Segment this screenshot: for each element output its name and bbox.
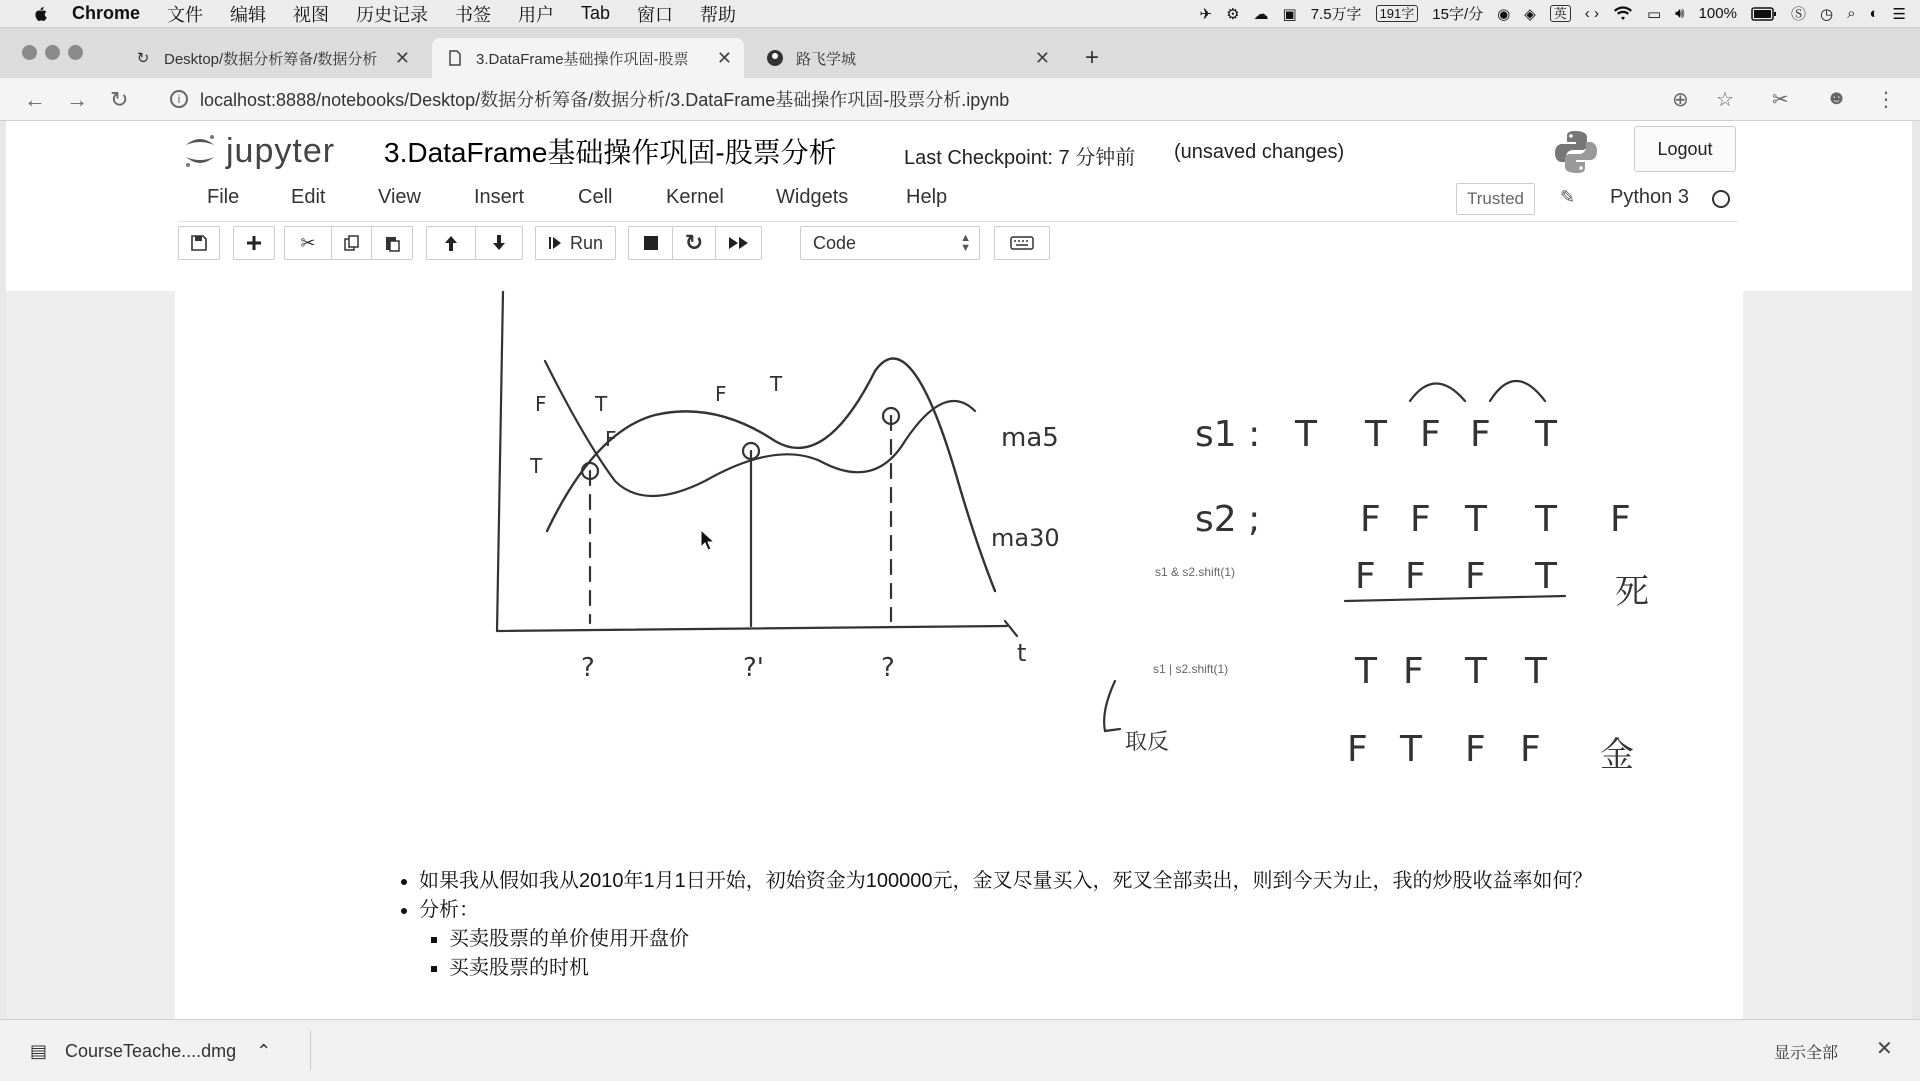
- chart-tf-4: T: [770, 372, 783, 396]
- tab-label: 3.DataFrame基础操作巩固-股票: [476, 50, 689, 68]
- file-icon: ▤: [30, 1040, 48, 1061]
- s1-value-3: F: [1420, 414, 1441, 455]
- menu-view[interactable]: 视图: [293, 4, 330, 25]
- plus-icon: [246, 235, 262, 251]
- save-icon: [190, 234, 208, 252]
- inv-value-1: F: [1347, 729, 1368, 770]
- tab-label: 路飞学城: [796, 50, 857, 68]
- download-filename: CourseTeache....dmg: [65, 1040, 237, 1061]
- apple-icon[interactable]: [30, 4, 50, 24]
- run-icon: [548, 235, 562, 251]
- search-icon[interactable]: ⌕: [1847, 5, 1856, 22]
- handwritten-diagram: [175, 291, 1743, 851]
- menu-edit[interactable]: 编辑: [230, 4, 267, 25]
- jmenu-widgets[interactable]: Widgets: [776, 186, 849, 208]
- jmenu-view[interactable]: View: [378, 186, 421, 208]
- url-bar[interactable]: [170, 82, 1650, 116]
- underline-dead: [1345, 596, 1565, 601]
- zoom-window-button[interactable]: [68, 45, 83, 60]
- question-mark-2: ?': [743, 653, 764, 683]
- battery-icon[interactable]: [1751, 7, 1777, 21]
- or-value-3: T: [1465, 651, 1487, 692]
- code-icon[interactable]: ‹ ›: [1584, 5, 1599, 22]
- info-icon[interactable]: i: [170, 90, 188, 108]
- chart-tf-5: F: [535, 392, 547, 416]
- address-bar: [0, 78, 1920, 121]
- fast-forward-icon: [728, 235, 750, 251]
- download-item[interactable]: [30, 1034, 271, 1068]
- wifi-icon[interactable]: [1613, 6, 1633, 22]
- menu-help[interactable]: 帮助: [700, 4, 737, 25]
- s1-value-5: T: [1535, 414, 1557, 455]
- battery-percent: 100%: [1698, 5, 1737, 22]
- save-button[interactable]: [178, 226, 220, 260]
- paste-icon: [383, 234, 401, 252]
- notebook-title[interactable]: 3.DataFrame基础操作巩固-股票分析: [384, 137, 837, 168]
- volume-icon[interactable]: 🔊︎: [1675, 5, 1685, 22]
- move-down-button[interactable]: [475, 226, 523, 260]
- menu-file[interactable]: 文件: [167, 4, 204, 25]
- interrupt-button[interactable]: [628, 226, 673, 260]
- ime-indicator[interactable]: 英: [1550, 5, 1571, 22]
- profile-icon[interactable]: ☻: [1826, 87, 1848, 109]
- dead-cross-note: 死: [1615, 572, 1649, 612]
- paste-button[interactable]: [371, 226, 413, 260]
- notebook-toolbar: [178, 221, 1738, 267]
- screen-icon[interactable]: ▣: [1282, 5, 1297, 23]
- select-arrows-icon: ▲ ▼: [960, 232, 971, 254]
- arrow-down-icon: [491, 234, 507, 252]
- trusted-badge[interactable]: Trusted: [1456, 183, 1535, 215]
- clock-icon[interactable]: ◷: [1819, 5, 1834, 23]
- back-icon[interactable]: ←: [24, 87, 46, 112]
- and-value-3: F: [1465, 556, 1486, 597]
- s2-value-2: F: [1410, 499, 1431, 540]
- menu-history[interactable]: 历史记录: [356, 4, 429, 25]
- copy-button[interactable]: [331, 226, 372, 260]
- axis-arrow-tick: [1005, 621, 1017, 636]
- chart-tf-6: T: [595, 392, 608, 416]
- cell-type-select[interactable]: [800, 226, 980, 260]
- or-value-1: T: [1355, 651, 1377, 692]
- inv-value-3: F: [1465, 729, 1486, 770]
- menu-people[interactable]: 用户: [518, 4, 555, 25]
- row-s2-label: s2 ;: [1195, 499, 1261, 540]
- close-download-bar-button[interactable]: ✕: [1876, 1038, 1893, 1060]
- macos-menu-bar: [0, 0, 1920, 28]
- and-value-4: T: [1535, 556, 1557, 597]
- restart-button[interactable]: [672, 226, 716, 260]
- jupyter-logo-text: jupyter: [226, 131, 336, 170]
- ma30-label: ma30: [991, 524, 1060, 552]
- chart-tf-1: T: [530, 454, 543, 478]
- x-axis: [497, 626, 1007, 631]
- kernel-name[interactable]: Python 3: [1610, 186, 1689, 208]
- chart-tf-3: F: [715, 382, 727, 406]
- pencil-icon[interactable]: ✎: [1560, 187, 1576, 207]
- or-value-4: T: [1525, 651, 1547, 692]
- invert-note: 取反: [1125, 730, 1170, 755]
- inv-value-2: T: [1400, 729, 1422, 770]
- status-area: [1185, 0, 1906, 27]
- s2-value-1: F: [1360, 499, 1381, 540]
- s2-value-4: T: [1535, 499, 1557, 540]
- arrow-curve-2: [1490, 381, 1545, 401]
- run-label: Run: [569, 232, 604, 253]
- move-up-button[interactable]: [426, 226, 476, 260]
- jmenu-file[interactable]: File: [207, 186, 240, 208]
- zoom-icon[interactable]: ⊕: [1672, 89, 1689, 111]
- sub-bullet-timing: ▪ 买卖股票的时机: [449, 954, 1749, 983]
- chevron-up-icon[interactable]: ⌃: [256, 1040, 272, 1061]
- y-axis: [497, 291, 503, 631]
- restart-run-all-button[interactable]: [715, 226, 762, 260]
- menu-window[interactable]: 窗口: [637, 4, 674, 25]
- loading-icon: ↻: [136, 50, 150, 67]
- scissors-icon: ✂: [300, 232, 316, 253]
- kernel-idle-indicator: [1712, 190, 1730, 208]
- restart-icon: ↻: [684, 230, 704, 255]
- stop-icon: [643, 235, 659, 251]
- divider: [310, 1030, 311, 1070]
- app-s-icon[interactable]: Ⓢ: [1790, 6, 1806, 23]
- python-logo-icon: [1551, 127, 1601, 177]
- tab-luffy[interactable]: [752, 38, 1062, 78]
- and-value-1: F: [1355, 556, 1376, 597]
- cell-type-value: Code: [813, 232, 857, 253]
- chart-tf-2: F: [605, 427, 617, 451]
- arrow-up-icon: [443, 234, 459, 252]
- word-count: 7.5万字: [1310, 6, 1362, 23]
- airplay-icon[interactable]: ▭: [1646, 5, 1662, 23]
- gear-icon[interactable]: ⚙: [1226, 5, 1240, 23]
- checkpoint-status: Last Checkpoint: 7 分钟前: [904, 147, 1136, 169]
- menu-bookmarks[interactable]: 书签: [455, 4, 492, 25]
- show-all-button[interactable]: 显示全部: [1774, 1045, 1839, 1062]
- shield-icon[interactable]: ◈: [1524, 5, 1536, 23]
- typing-speed: 15字/分: [1432, 6, 1484, 23]
- question-mark-3: ?: [881, 653, 895, 683]
- or-value-2: F: [1403, 651, 1424, 692]
- and-value-2: F: [1405, 556, 1426, 597]
- plane-icon[interactable]: ✈: [1199, 5, 1213, 23]
- markdown-text: [386, 867, 1749, 983]
- sub-bullet-price: ▪ 买卖股票的单价使用开盘价: [449, 925, 1749, 954]
- jupyter-page: [6, 121, 1912, 1019]
- minimize-window-button[interactable]: [45, 45, 60, 60]
- browser-tab-strip: [0, 28, 1920, 78]
- logout-button[interactable]: Logout: [1634, 126, 1736, 172]
- menu-tab[interactable]: Tab: [581, 3, 611, 23]
- axis-t-label: t: [1017, 639, 1027, 667]
- jmenu-insert[interactable]: Insert: [474, 186, 525, 208]
- url-text: localhost:8888/notebooks/Desktop/数据分析筹备/数据分析/3.DataFrame基础操作巩固-股票分析.ipynb: [200, 90, 1010, 110]
- jmenu-cell[interactable]: Cell: [578, 186, 613, 208]
- row-or-label: s1 | s2.shift(1): [1153, 662, 1229, 676]
- jmenu-help[interactable]: Help: [906, 186, 948, 208]
- insert-cell-button[interactable]: [233, 226, 275, 260]
- bookmark-star-icon[interactable]: ☆: [1716, 89, 1734, 111]
- reload-icon[interactable]: ↻: [110, 87, 129, 112]
- download-bar: [0, 1019, 1920, 1081]
- jupyter-logo-icon: [182, 131, 218, 171]
- tab-notebook[interactable]: [432, 38, 744, 78]
- s1-value-4: F: [1470, 414, 1491, 455]
- unsaved-status: (unsaved changes): [1174, 141, 1345, 163]
- record-icon[interactable]: ◉: [1497, 5, 1511, 23]
- tab-close-button[interactable]: ✕: [716, 47, 732, 68]
- menu-app-name[interactable]: Chrome: [72, 3, 141, 23]
- siri-icon[interactable]: ◐: [1869, 5, 1879, 22]
- row-s1-label: s1 :: [1195, 414, 1261, 455]
- ma5-label: ma5: [1001, 423, 1059, 453]
- s1-value-1: T: [1295, 414, 1317, 455]
- tab-close-button[interactable]: ✕: [1034, 47, 1050, 68]
- char-count: 191字: [1376, 5, 1419, 22]
- command-palette-button[interactable]: [994, 226, 1050, 260]
- mouse-cursor-icon: [700, 529, 716, 551]
- forward-icon[interactable]: →: [66, 87, 88, 112]
- s2-value-5: F: [1610, 499, 1631, 540]
- inv-value-4: F: [1520, 729, 1541, 770]
- cut-button[interactable]: [284, 226, 332, 260]
- jupyter-logo[interactable]: [182, 131, 335, 171]
- arrow-curve-1: [1410, 384, 1465, 402]
- tab-close-button[interactable]: ✕: [394, 47, 410, 68]
- tab-label: Desktop/数据分析筹备/数据分析: [164, 50, 378, 68]
- cloud-icon[interactable]: ☁: [1253, 5, 1269, 23]
- notebook-icon: [446, 49, 464, 67]
- invert-hook: [1104, 681, 1120, 731]
- jmenu-kernel[interactable]: Kernel: [666, 186, 724, 208]
- list-icon[interactable]: ☰: [1892, 5, 1906, 23]
- copy-icon: [343, 234, 361, 252]
- luffy-icon: [766, 49, 784, 67]
- bullet-analysis: • 分析： ▪ 买卖股票的单价使用开盘价 ▪ 买卖股票的时机: [419, 896, 1749, 983]
- extension-icon[interactable]: ✂: [1772, 89, 1789, 111]
- keyboard-icon: [1010, 236, 1034, 250]
- close-window-button[interactable]: [22, 45, 37, 60]
- s2-value-3: T: [1465, 499, 1487, 540]
- golden-cross-note: 金: [1600, 735, 1634, 775]
- run-button[interactable]: [535, 226, 616, 260]
- bullet-question: • 如果我从假如我从2010年1月1日开始，初始资金为100000元，金叉尽量买入，死叉全部卖出，则到今天为止，我的炒股收益率如何？: [419, 867, 1749, 896]
- jupyter-menu-bar: [178, 173, 1738, 222]
- new-tab-button[interactable]: +: [1085, 44, 1100, 71]
- s1-value-2: T: [1365, 414, 1387, 455]
- more-menu-icon[interactable]: ⋮: [1876, 89, 1896, 111]
- row-and-label: s1 & s2.shift(1): [1155, 565, 1236, 579]
- tab-desktop[interactable]: [120, 38, 422, 78]
- jmenu-edit[interactable]: Edit: [291, 186, 326, 208]
- question-mark-1: ?: [581, 653, 595, 683]
